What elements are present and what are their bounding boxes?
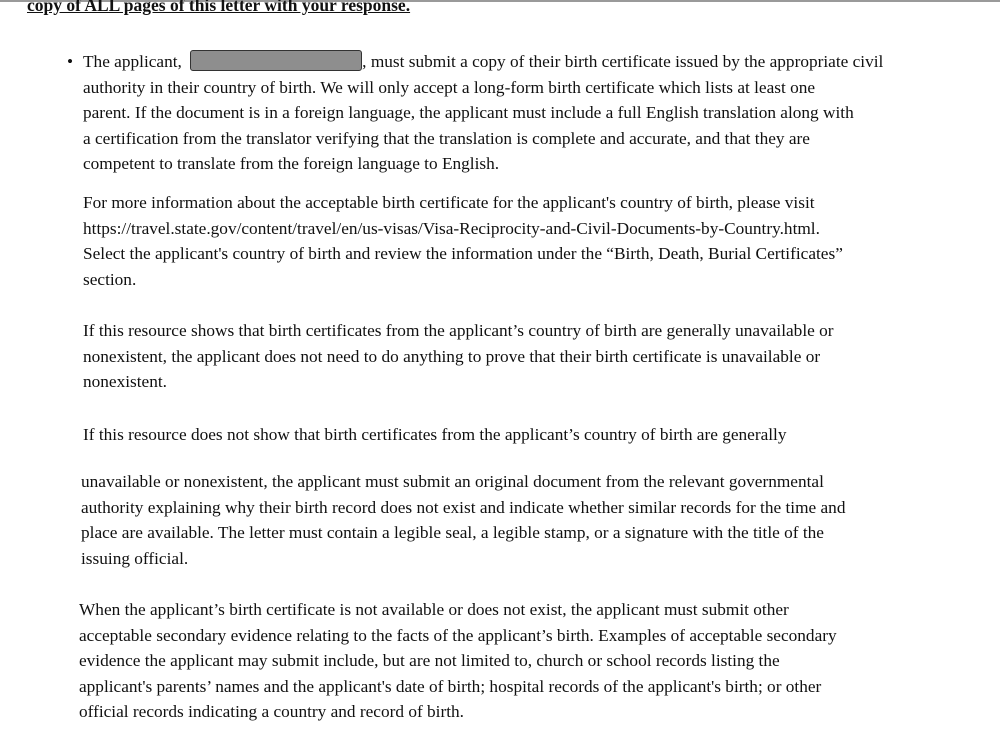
text-line: authority explaining why their birth record does not exist and indicate whether similar records for the time and xyxy=(81,497,846,517)
text-line: nonexistent, the applicant does not need to do anything to prove that their birth certificate is unavailable or xyxy=(83,346,821,366)
text-line: official records indicating a country and record of birth. xyxy=(79,702,465,722)
text-line: If this resource does not show that birth certificates from the applicant’s country of birth are generally xyxy=(83,425,787,444)
unavailable-paragraph xyxy=(83,318,834,395)
not-shown-paragraph-first-line xyxy=(83,422,787,448)
text-line: section. xyxy=(83,269,137,289)
redacted-applicant-name xyxy=(190,50,362,71)
text-line: evidence the applicant may submit include, but are not limited to, church or school records listing the xyxy=(79,651,780,671)
text-line: nonexistent. xyxy=(83,372,167,392)
text-line: unavailable or nonexistent, the applicant must submit an original document from the relevant governmental xyxy=(81,472,824,491)
text-line: applicant's parents’ names and the applicant's date of birth; hospital records of the applicant's birth; or other xyxy=(79,676,822,696)
text-line: When the applicant’s birth certificate is not available or does not exist, the applicant must submit other xyxy=(79,600,789,619)
text-line: competent to translate from the foreign language to English. xyxy=(83,154,500,174)
header-instruction: copy of ALL pages of this letter with your response. xyxy=(27,0,411,15)
not-shown-paragraph xyxy=(81,469,845,571)
text-line: authority in their country of birth. We will only accept a long-form birth certificate which lists at least one xyxy=(83,77,816,97)
text-line: For more information about the acceptable birth certificate for the applicant's country of birth, please visit xyxy=(83,193,815,212)
text-line: Select the applicant's country of birth and review the information under the “Birth, Death, Burial Certificates” xyxy=(83,244,843,264)
text-line: If this resource shows that birth certificates from the applicant’s country of birth are generally unavailable or xyxy=(83,321,834,340)
text-line: place are available. The letter must contain a legible seal, a legible stamp, or a signature with the title of the xyxy=(81,523,824,543)
bullet-first-line: The applicant, , must submit a copy of their birth certificate issued by the appropriate civil xyxy=(83,52,884,71)
text-line: issuing official. xyxy=(81,548,189,568)
text-line: a certification from the translator verifying that the translation is complete and accurate, and that they are xyxy=(83,128,810,148)
bullet-icon: • xyxy=(67,52,74,71)
text-line: acceptable secondary evidence relating to the facts of the applicant’s birth. Examples of acceptable secondary xyxy=(79,625,837,645)
secondary-evidence-paragraph xyxy=(79,597,837,725)
url-text: https://travel.state.gov/content/travel/en/us-visas/Visa-Reciprocity-and-Civil-Documents-by-Country.html. xyxy=(83,218,820,238)
info-paragraph xyxy=(83,190,843,292)
bullet-paragraph xyxy=(83,49,883,177)
text-line: parent. If the document is in a foreign language, the applicant must include a full English translation along with xyxy=(83,103,854,123)
